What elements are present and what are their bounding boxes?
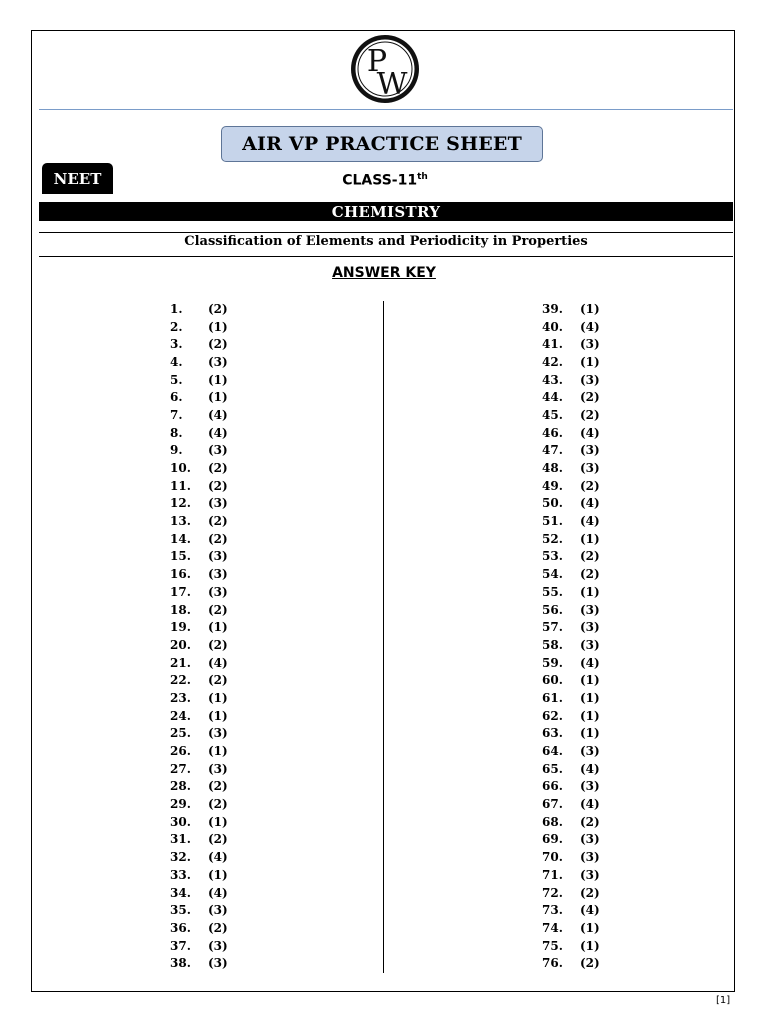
answer-option: (2) — [208, 602, 228, 617]
answer-option: (1) — [580, 673, 600, 688]
question-number: 71. — [542, 867, 563, 882]
answer-option: (2) — [208, 531, 228, 546]
question-number: 64. — [542, 744, 563, 759]
answer-option: (1) — [580, 726, 600, 741]
answer-option: (1) — [580, 301, 600, 316]
question-number: 41. — [542, 337, 563, 352]
answer-row — [170, 919, 228, 937]
answer-row — [170, 742, 228, 760]
answer-option: (1) — [580, 531, 600, 546]
answer-option: (1) — [208, 372, 228, 387]
answer-row — [170, 831, 228, 849]
question-number: 9. — [170, 443, 183, 458]
answer-row — [542, 689, 600, 707]
page-number: [1] — [716, 995, 731, 1006]
header-rule — [39, 109, 733, 110]
answer-option: (1) — [208, 814, 228, 829]
answer-option: (1) — [208, 708, 228, 723]
question-number: 58. — [542, 637, 563, 652]
answer-option: (3) — [208, 496, 228, 511]
answer-option: (1) — [580, 354, 600, 369]
question-number: 2. — [170, 319, 183, 334]
question-number: 6. — [170, 390, 183, 405]
question-number: 26. — [170, 744, 191, 759]
answer-option: (3) — [580, 602, 600, 617]
answer-option: (3) — [208, 567, 228, 582]
question-number: 52. — [542, 531, 563, 546]
topic-rule-bottom — [39, 256, 733, 257]
question-number: 53. — [542, 549, 563, 564]
answer-option: (4) — [580, 903, 600, 918]
answer-row — [170, 795, 228, 813]
answer-row — [170, 495, 228, 513]
answer-row — [542, 919, 600, 937]
question-number: 24. — [170, 708, 191, 723]
question-number: 51. — [542, 514, 563, 529]
answer-row — [542, 954, 600, 972]
answer-row — [170, 954, 228, 972]
answer-row — [170, 442, 228, 460]
answer-row — [542, 848, 600, 866]
question-number: 45. — [542, 407, 563, 422]
answer-option: (1) — [208, 744, 228, 759]
question-number: 61. — [542, 690, 563, 705]
answer-option: (3) — [580, 744, 600, 759]
answer-row — [542, 583, 600, 601]
question-number: 49. — [542, 478, 563, 493]
question-number: 57. — [542, 620, 563, 635]
answer-option: (3) — [208, 938, 228, 953]
question-number: 34. — [170, 885, 191, 900]
answer-option: (1) — [208, 390, 228, 405]
answer-option: (4) — [580, 655, 600, 670]
answer-row — [170, 583, 228, 601]
answer-option: (2) — [208, 637, 228, 652]
answer-option: (3) — [580, 620, 600, 635]
question-number: 47. — [542, 443, 563, 458]
answer-row — [542, 795, 600, 813]
topic-title: Classification of Elements and Periodicity in Properties — [184, 234, 588, 249]
answer-row — [542, 477, 600, 495]
question-number: 54. — [542, 567, 563, 582]
answer-row — [170, 548, 228, 566]
class-text: CLASS-11 — [342, 172, 418, 189]
answer-row — [542, 618, 600, 636]
answer-option: (3) — [208, 354, 228, 369]
sheet-title: AIR VP PRACTICE SHEET — [221, 126, 543, 162]
question-number: 17. — [170, 584, 191, 599]
answer-row — [170, 901, 228, 919]
answer-row — [542, 318, 600, 336]
question-number: 32. — [170, 850, 191, 865]
answer-row — [170, 725, 228, 743]
answer-option: (4) — [580, 761, 600, 776]
answer-row — [170, 335, 228, 353]
answer-row — [170, 618, 228, 636]
answer-option: (3) — [580, 850, 600, 865]
question-number: 35. — [170, 903, 191, 918]
question-number: 48. — [542, 461, 563, 476]
svg-text:W: W — [376, 67, 408, 102]
answer-row — [542, 760, 600, 778]
answer-option: (1) — [208, 690, 228, 705]
question-number: 3. — [170, 337, 183, 352]
question-number: 18. — [170, 602, 191, 617]
answer-option: (4) — [208, 407, 228, 422]
answer-row — [170, 866, 228, 884]
question-number: 67. — [542, 797, 563, 812]
answer-row — [542, 937, 600, 955]
question-number: 33. — [170, 867, 191, 882]
answer-row — [170, 530, 228, 548]
answer-row — [170, 707, 228, 725]
answer-option: (2) — [580, 885, 600, 900]
answer-row — [542, 813, 600, 831]
answer-option: (1) — [580, 584, 600, 599]
answer-row — [170, 848, 228, 866]
answer-option: (1) — [208, 319, 228, 334]
answer-option: (1) — [580, 938, 600, 953]
answer-option: (2) — [580, 407, 600, 422]
answer-row — [542, 636, 600, 654]
answers-right-column — [542, 300, 600, 972]
answer-row — [542, 442, 600, 460]
answer-row — [170, 760, 228, 778]
answer-row — [542, 530, 600, 548]
question-number: 10. — [170, 461, 191, 476]
question-number: 55. — [542, 584, 563, 599]
answer-row — [170, 371, 228, 389]
answer-row — [542, 388, 600, 406]
answer-option: (4) — [580, 319, 600, 334]
question-number: 65. — [542, 761, 563, 776]
question-number: 39. — [542, 301, 563, 316]
answer-row — [170, 424, 228, 442]
class-superscript: th — [417, 172, 428, 182]
answers-left-column — [170, 300, 228, 972]
answer-row — [170, 318, 228, 336]
question-number: 63. — [542, 726, 563, 741]
answer-row — [542, 406, 600, 424]
answer-row — [542, 300, 600, 318]
question-number: 62. — [542, 708, 563, 723]
answer-option: (2) — [580, 567, 600, 582]
answer-option: (2) — [580, 814, 600, 829]
question-number: 4. — [170, 354, 183, 369]
answer-option: (2) — [208, 832, 228, 847]
question-number: 76. — [542, 956, 563, 971]
question-number: 23. — [170, 690, 191, 705]
answer-option: (1) — [580, 920, 600, 935]
answer-row — [170, 636, 228, 654]
answer-option: (4) — [580, 496, 600, 511]
answer-row — [542, 654, 600, 672]
answer-option: (3) — [580, 832, 600, 847]
answer-option: (3) — [580, 372, 600, 387]
answer-option: (2) — [208, 920, 228, 935]
question-number: 29. — [170, 797, 191, 812]
topic-rule-top — [39, 232, 733, 233]
answer-row — [542, 778, 600, 796]
answer-option: (2) — [208, 797, 228, 812]
answer-option: (2) — [208, 337, 228, 352]
question-number: 12. — [170, 496, 191, 511]
answer-row — [542, 742, 600, 760]
question-number: 40. — [542, 319, 563, 334]
answer-option: (3) — [208, 584, 228, 599]
exam-tab: NEET — [42, 163, 113, 194]
answer-option: (3) — [580, 867, 600, 882]
column-divider — [383, 301, 384, 973]
question-number: 15. — [170, 549, 191, 564]
answer-row — [170, 813, 228, 831]
question-number: 20. — [170, 637, 191, 652]
question-number: 8. — [170, 425, 183, 440]
question-number: 19. — [170, 620, 191, 635]
answer-option: (3) — [208, 761, 228, 776]
question-number: 11. — [170, 478, 191, 493]
question-number: 43. — [542, 372, 563, 387]
answer-row — [542, 831, 600, 849]
question-number: 31. — [170, 832, 191, 847]
answer-row — [542, 671, 600, 689]
answer-option: (4) — [208, 885, 228, 900]
answer-row — [542, 601, 600, 619]
question-number: 44. — [542, 390, 563, 405]
answer-row — [170, 459, 228, 477]
question-number: 66. — [542, 779, 563, 794]
answer-row — [170, 512, 228, 530]
answer-option: (3) — [580, 637, 600, 652]
question-number: 14. — [170, 531, 191, 546]
answer-option: (3) — [208, 549, 228, 564]
question-number: 73. — [542, 903, 563, 918]
answer-option: (4) — [208, 850, 228, 865]
answer-row — [542, 866, 600, 884]
answer-key-heading: ANSWER KEY — [332, 265, 436, 281]
question-number: 13. — [170, 514, 191, 529]
answer-option: (2) — [208, 673, 228, 688]
answer-option: (2) — [580, 478, 600, 493]
question-number: 69. — [542, 832, 563, 847]
answer-row — [170, 778, 228, 796]
answer-option: (2) — [580, 549, 600, 564]
question-number: 30. — [170, 814, 191, 829]
answer-row — [170, 937, 228, 955]
answer-option: (2) — [580, 956, 600, 971]
answer-option: (2) — [208, 514, 228, 529]
answer-row — [542, 371, 600, 389]
question-number: 42. — [542, 354, 563, 369]
answer-row — [542, 707, 600, 725]
question-number: 68. — [542, 814, 563, 829]
answer-option: (3) — [580, 779, 600, 794]
answer-row — [170, 406, 228, 424]
question-number: 5. — [170, 372, 183, 387]
answer-option: (4) — [580, 514, 600, 529]
answer-row — [170, 300, 228, 318]
answer-option: (3) — [208, 903, 228, 918]
question-number: 46. — [542, 425, 563, 440]
answer-row — [542, 353, 600, 371]
question-number: 60. — [542, 673, 563, 688]
question-number: 28. — [170, 779, 191, 794]
question-number: 70. — [542, 850, 563, 865]
answer-row — [542, 884, 600, 902]
question-number: 75. — [542, 938, 563, 953]
answer-row — [170, 388, 228, 406]
answer-row — [542, 548, 600, 566]
answer-row — [542, 335, 600, 353]
question-number: 72. — [542, 885, 563, 900]
answer-row — [170, 884, 228, 902]
answer-option: (1) — [208, 867, 228, 882]
answer-option: (3) — [580, 461, 600, 476]
answer-option: (4) — [208, 425, 228, 440]
question-number: 59. — [542, 655, 563, 670]
answer-row — [170, 689, 228, 707]
answer-row — [170, 601, 228, 619]
answer-row — [170, 654, 228, 672]
answer-row — [542, 512, 600, 530]
question-number: 38. — [170, 956, 191, 971]
answer-option: (3) — [208, 956, 228, 971]
answer-row — [170, 671, 228, 689]
answer-row — [542, 495, 600, 513]
answer-option: (2) — [208, 779, 228, 794]
question-number: 7. — [170, 407, 183, 422]
question-number: 25. — [170, 726, 191, 741]
answer-option: (2) — [580, 390, 600, 405]
question-number: 16. — [170, 567, 191, 582]
pw-logo — [350, 34, 420, 104]
answer-option: (3) — [208, 443, 228, 458]
answer-option: (3) — [580, 337, 600, 352]
question-number: 1. — [170, 301, 183, 316]
answer-row — [542, 424, 600, 442]
answer-row — [542, 901, 600, 919]
question-number: 37. — [170, 938, 191, 953]
answer-row — [542, 565, 600, 583]
answer-option: (2) — [208, 478, 228, 493]
answer-option: (1) — [580, 690, 600, 705]
question-number: 56. — [542, 602, 563, 617]
question-number: 36. — [170, 920, 191, 935]
answer-row — [170, 353, 228, 371]
question-number: 27. — [170, 761, 191, 776]
question-number: 21. — [170, 655, 191, 670]
svg-text:P: P — [366, 44, 388, 79]
subject-bar: CHEMISTRY — [39, 202, 733, 221]
question-number: 50. — [542, 496, 563, 511]
answer-row — [542, 725, 600, 743]
answer-row — [170, 477, 228, 495]
answer-option: (4) — [580, 425, 600, 440]
answer-option: (4) — [208, 655, 228, 670]
answer-row — [542, 459, 600, 477]
answer-option: (2) — [208, 461, 228, 476]
answer-option: (1) — [580, 708, 600, 723]
question-number: 22. — [170, 673, 191, 688]
answer-option: (1) — [208, 620, 228, 635]
class-label — [300, 172, 470, 189]
answer-option: (3) — [208, 726, 228, 741]
answer-option: (3) — [580, 443, 600, 458]
answer-option: (4) — [580, 797, 600, 812]
question-number: 74. — [542, 920, 563, 935]
answer-row — [170, 565, 228, 583]
answer-option: (2) — [208, 301, 228, 316]
